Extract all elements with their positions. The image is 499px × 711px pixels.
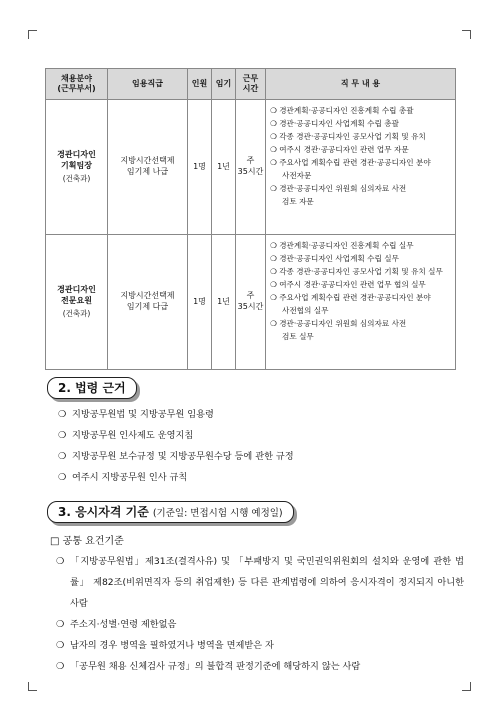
header-grade: 임용직급 (108, 69, 188, 100)
grade-cell: 지방시간선택제 임기제 다급 (108, 235, 188, 370)
count-cell: 1명 (188, 100, 212, 235)
field-cell (46, 235, 108, 370)
duty-item: ❍ 경관·공공디자인 사업계획 수립 총괄 (270, 119, 399, 128)
duty-item: ❍ 경관계획·공공디자인 진흥계획 수립 실무 (270, 241, 414, 250)
section-title-eligibility (47, 501, 294, 523)
header-term: 임기 (212, 69, 236, 100)
requirement-item: ❍ 「지방공무원법」제31조(결격사유) 및 「부패방지 및 국민권익위원회의 설치와 운영에 관한 법률」 제82조(비위면직자 등의 취업제한) 등 다른 관계법령에 의하여 응시자격이 정지되지 아니한 사람 (56, 551, 464, 614)
duty-item: ❍ 여주시 경관·공공디자인 관련 업무 자문 (270, 145, 409, 154)
legal-basis-list (58, 404, 468, 488)
list-item: ❍ 지방공무원법 및 지방공무원 임용령 (58, 404, 468, 425)
field-name: 경관디자인 전문요원 (57, 285, 96, 305)
section-title-text: 3. 응시자격 기준 (58, 505, 149, 519)
bullet-icon: ❍ (56, 619, 65, 630)
bullet-icon: ❍ (58, 451, 67, 462)
section-title-legal-basis (47, 377, 137, 399)
duty-item: ❍ 주요사업 계획수립 관련 경관·공공디자인 분야 (270, 293, 431, 302)
count-cell: 1명 (188, 235, 212, 370)
duty-item: ❍ 주요사업 계획수립 관련 경관·공공디자인 분야 (270, 158, 431, 167)
header-count: 인원 (188, 69, 212, 100)
duty-item: ❍ 각종 경관·공공디자인 공모사업 기획 및 유치 (270, 132, 426, 141)
hours-cell: 주 35시간 (236, 100, 266, 235)
page-corner-mark (462, 682, 471, 691)
bullet-icon: ❍ (58, 430, 67, 441)
section-title-text: 2. 법령 근거 (58, 381, 126, 395)
grade-cell: 지방시간선택제 임기제 나급 (108, 100, 188, 235)
bullet-icon: ❍ (58, 409, 67, 420)
duties-cell (266, 235, 456, 370)
page-corner-mark (28, 30, 37, 39)
page-corner-mark (462, 30, 471, 39)
header-field: 채용분야 (근무부서) (46, 69, 108, 100)
table-row (46, 100, 456, 235)
duty-item: 사전협의 실무 (282, 306, 329, 315)
requirement-item: ❍ 「공무원 채용 신체검사 규정」의 불합격 판정기준에 해당하지 않는 사람 (56, 656, 464, 677)
duty-item: 검토 실무 (282, 332, 314, 341)
duty-item: ❍ 여주시 경관·공공디자인 관련 업무 협의 실무 (270, 280, 426, 289)
table-row (46, 235, 456, 370)
list-item: ❍ 여주시 지방공무원 인사 규칙 (58, 467, 468, 488)
hours-cell: 주 35시간 (236, 235, 266, 370)
header-duties: 직 무 내 용 (266, 69, 456, 100)
list-item: ❍ 지방공무원 인사제도 운영지침 (58, 425, 468, 446)
duty-item: 검토 자문 (282, 197, 314, 206)
department-name: (건축과) (62, 173, 91, 183)
term-cell: 1년 (212, 235, 236, 370)
field-cell (46, 100, 108, 235)
duty-item: ❍ 경관·공공디자인 위원회 심의자료 사전 (270, 184, 407, 193)
duty-item: ❍ 경관·공공디자인 사업계획 수립 실무 (270, 254, 399, 263)
duty-item: ❍ 경관계획·공공디자인 진흥계획 수립 총괄 (270, 106, 414, 115)
duties-cell (266, 100, 456, 235)
field-name: 경관디자인 기획팀장 (57, 150, 96, 170)
requirements-list (56, 551, 464, 677)
duty-item: 사전자문 (282, 171, 312, 180)
table-header-row (46, 69, 456, 100)
bullet-icon: ❍ (56, 556, 65, 567)
department-name: (건축과) (62, 308, 91, 318)
bullet-icon: ❍ (58, 472, 67, 483)
requirement-item: ❍ 남자의 경우 병역을 필하였거나 병역을 면제받은 자 (56, 635, 464, 656)
list-item: ❍ 지방공무원 보수규정 및 지방공무원수당 등에 관한 규정 (58, 446, 468, 467)
recruitment-table (45, 68, 456, 370)
common-requirements-heading: □ 공통 요건기준 (50, 536, 124, 547)
bullet-icon: ❍ (56, 640, 65, 651)
header-hours: 근무 시간 (236, 69, 266, 100)
section-note: (기준일: 면접시험 시행 예정일) (152, 508, 283, 519)
page-corner-mark (28, 682, 37, 691)
duty-item: ❍ 경관·공공디자인 위원회 심의자료 사전 (270, 319, 407, 328)
requirement-item: ❍ 주소지·성별·연령 제한없음 (56, 614, 464, 635)
bullet-icon: ❍ (56, 661, 65, 672)
term-cell: 1년 (212, 100, 236, 235)
duty-item: ❍ 각종 경관·공공디자인 공모사업 기획 및 유치 실무 (270, 267, 443, 276)
